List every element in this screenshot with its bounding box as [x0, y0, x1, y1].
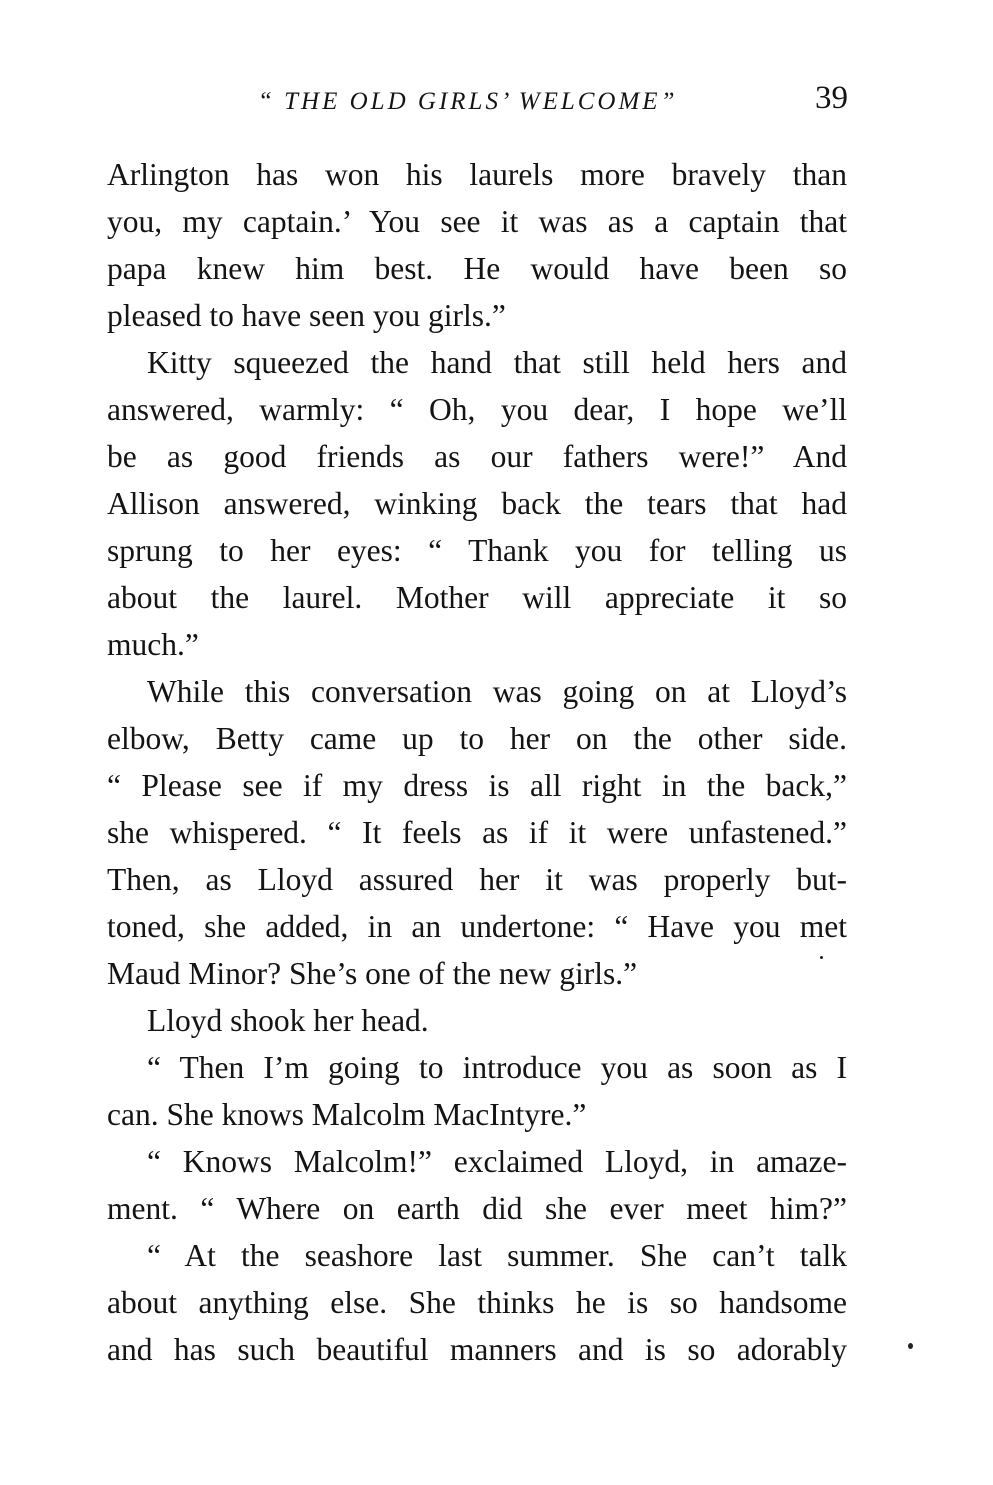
text-line: much.”	[107, 627, 199, 662]
body-text	[107, 151, 847, 1373]
page-number: 39	[815, 80, 848, 116]
paragraph-start-line: While this conversation was going on at Lloyd’s	[147, 674, 847, 709]
paragraph-start-line: Kitty squeezed the hand that still held hers and	[147, 345, 847, 380]
paragraph-start-line: “ Then I’m going to introduce you as soon as I	[147, 1050, 847, 1085]
text-line: sprung to her eyes: “ Thank you for telling us	[107, 533, 847, 568]
text-line: about the laurel. Mother will appreciate it so	[107, 580, 847, 615]
text-line: be as good friends as our fathers were!” And	[107, 439, 847, 474]
text-line: she whispered. “ It feels as if it were unfastened.”	[107, 815, 847, 850]
text-line: papa knew him best. He would have been so	[107, 251, 847, 286]
ink-speck	[820, 956, 823, 959]
running-head	[108, 80, 848, 130]
text-line: pleased to have seen you girls.”	[107, 298, 506, 333]
text-line: Allison answered, winking back the tears that had	[107, 486, 847, 521]
text-line: can. She knows Malcolm MacIntyre.”	[107, 1097, 587, 1132]
text-line: elbow, Betty came up to her on the other side.	[107, 721, 847, 756]
ink-speck	[908, 1343, 913, 1349]
text-line: Then, as Lloyd assured her it was properly but-	[107, 862, 847, 897]
paragraph-start-line: “ Knows Malcolm!” exclaimed Lloyd, in amaze-	[147, 1144, 847, 1179]
paragraph-start-line: “ At the seashore last summer. She can’t talk	[147, 1238, 847, 1273]
text-line: you, my captain.’ You see it was as a captain that	[107, 204, 847, 239]
text-line: ment. “ Where on earth did she ever meet him?”	[107, 1191, 847, 1226]
text-line: and has such beautiful manners and is so adorably	[107, 1332, 847, 1367]
paragraph-start-line: Lloyd shook her head.	[147, 1003, 429, 1038]
text-line: toned, she added, in an undertone: “ Have you met	[107, 909, 847, 944]
text-line: Arlington has won his laurels more bravely than	[107, 157, 847, 192]
text-line: Maud Minor? She’s one of the new girls.”	[107, 956, 638, 991]
running-title: “ THE OLD GIRLS’ WELCOME”	[258, 88, 678, 115]
text-line: about anything else. She thinks he is so handsome	[107, 1285, 847, 1320]
text-line: “ Please see if my dress is all right in the back,”	[107, 768, 847, 803]
text-line: answered, warmly: “ Oh, you dear, I hope we’ll	[107, 392, 847, 427]
